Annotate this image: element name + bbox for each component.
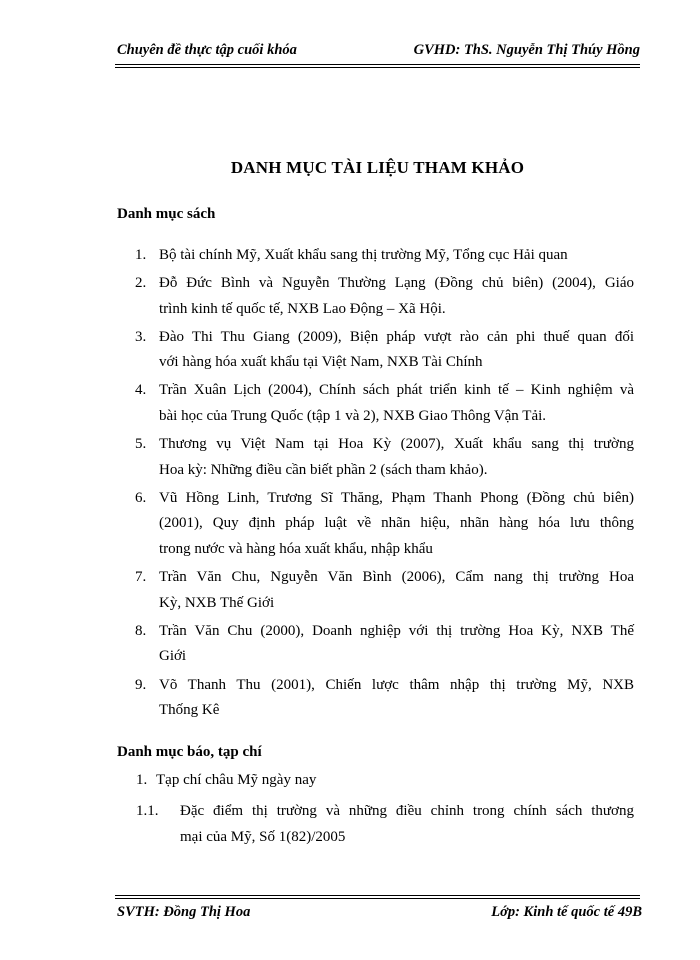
header-advisor: GVHD: ThS. Nguyễn Thị Thúy Hồng — [413, 42, 640, 58]
item-number: 8. — [135, 622, 147, 639]
footer-student: SVTH: Đồng Thị Hoa — [117, 904, 251, 920]
header-rule — [115, 64, 640, 68]
list-item — [115, 432, 634, 483]
list-item — [115, 325, 634, 376]
item-line: Tạp chí châu Mỹ ngày nay — [156, 772, 317, 788]
list-item — [115, 565, 634, 616]
item-line: Trần Văn Chu, Nguyễn Văn Bình (2006), Cẩm nang thị trường Hoa — [159, 569, 634, 586]
item-line: Đỗ Đức Bình và Nguyễn Thường Lạng (Đồng chủ biên) (2004), Giáo — [159, 275, 634, 292]
list-item — [115, 378, 634, 429]
item-number: 2. — [135, 275, 147, 292]
item-number: 1. — [136, 772, 148, 788]
journal-item — [136, 772, 316, 789]
item-line: Thương vụ Việt Nam tại Hoa Kỳ (2007), Xuất khẩu sang thị trường — [159, 436, 634, 453]
journals-heading: Danh mục báo, tạp chí — [117, 744, 262, 760]
list-item — [115, 271, 634, 322]
item-line: Bộ tài chính Mỹ, Xuất khẩu sang thị trường Mỹ, Tổng cục Hải quan — [159, 247, 568, 263]
item-line: Giới — [159, 648, 187, 665]
item-line: Đặc điểm thị trường và những điều chỉnh trong chính sách thương — [180, 803, 634, 819]
item-number: 9. — [135, 676, 147, 693]
item-line: Hoa kỳ: Những điều cần biết phần 2 (sách tham khảo). — [159, 461, 488, 478]
item-line: Thống Kê — [159, 702, 220, 719]
list-item — [115, 619, 634, 670]
footer-rule — [115, 895, 640, 899]
item-line: trong nước và hàng hóa xuất khẩu, nhập khẩu — [159, 541, 433, 558]
list-item — [115, 673, 634, 724]
item-line: Võ Thanh Thu (2001), Chiến lược thâm nhập thị trường Mỹ, NXB — [159, 676, 634, 693]
item-number: 5. — [135, 436, 147, 453]
item-number: 1.1. — [136, 803, 159, 819]
list-item — [115, 486, 634, 563]
item-number: 6. — [135, 489, 147, 506]
item-line: (2001), Quy định pháp luật về nhãn hiệu, nhãn hàng hóa lưu thông — [159, 515, 634, 532]
item-line: trình kinh tế quốc tế, NXB Lao Động – Xã Hội. — [159, 300, 446, 317]
books-list — [115, 243, 634, 726]
item-line: Kỳ, NXB Thế Giới — [159, 594, 275, 611]
item-line: với hàng hóa xuất khẩu tại Việt Nam, NXB Tài Chính — [159, 354, 483, 371]
item-line: Đào Thi Thu Giang (2009), Biện pháp vượt rào cản phi thuế quan đối — [159, 328, 634, 345]
item-line: Trần Xuân Lịch (2004), Chính sách phát triển kinh tế – Kinh nghiệm và — [159, 382, 634, 399]
journal-subitem — [136, 798, 634, 850]
header-topic: Chuyên đề thực tập cuối khóa — [117, 42, 297, 58]
footer-class: Lớp: Kinh tế quốc tế 49B — [491, 904, 642, 920]
item-number: 4. — [135, 382, 147, 399]
list-item — [115, 243, 634, 269]
item-line: mại của Mỹ, Số 1(82)/2005 — [180, 829, 346, 845]
item-number: 7. — [135, 569, 147, 586]
books-heading: Danh mục sách — [117, 206, 216, 222]
item-number: 1. — [135, 247, 147, 263]
item-line: bài học của Trung Quốc (tập 1 và 2), NXB Giao Thông Vận Tải. — [159, 408, 547, 425]
item-line: Trần Văn Chu (2000), Doanh nghiệp với thị trường Hoa Kỳ, NXB Thế — [159, 622, 634, 639]
item-line: Vũ Hồng Linh, Trương Sĩ Thăng, Phạm Thanh Phong (Đồng chủ biên) — [159, 489, 634, 506]
page-title: DANH MỤC TÀI LIỆU THAM KHẢO — [230, 158, 525, 177]
item-number: 3. — [135, 328, 147, 345]
